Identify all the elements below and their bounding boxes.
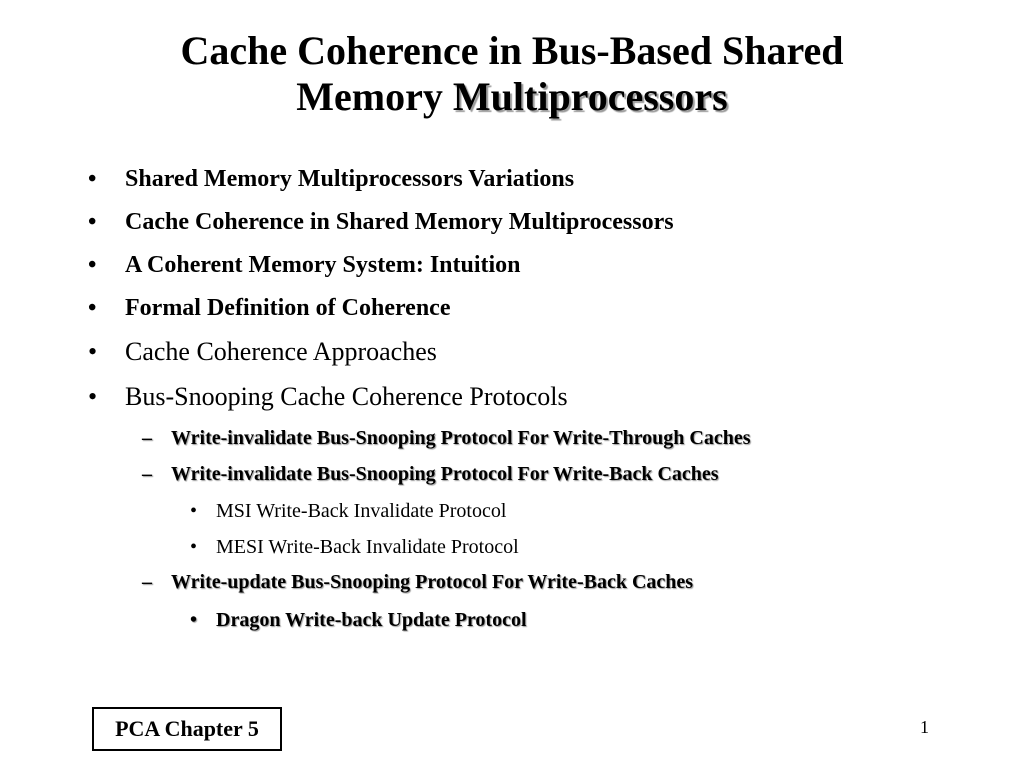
bullet-marker: • [190,609,198,631]
sub-bullet-text: Write-invalidate Bus-Snooping Protocol For Write-Through Caches [171,427,751,449]
bullet-marker: • [88,252,97,278]
title-line-1: Cache Coherence in Bus-Based Shared [180,28,844,73]
bullet-text: Cache Coherence in Shared Memory Multiprocessors [125,209,674,235]
bullet-text: Cache Coherence Approaches [125,337,437,366]
slide-title [0,28,1024,120]
dash-marker: – [142,463,152,485]
title-line-2-prefix: Memory [296,74,453,119]
footer-chapter-box: PCA Chapter 5 [92,707,282,751]
sub-sub-bullet-text: MESI Write-Back Invalidate Protocol [216,536,519,558]
bullet-marker: • [190,536,198,558]
sub-sub-bullet-text: MSI Write-Back Invalidate Protocol [216,500,507,522]
bullet-text: Shared Memory Multiprocessors Variations [125,166,575,192]
page-number: 1 [920,717,929,737]
bullet-marker: • [88,337,98,366]
bullet-marker: • [190,500,198,522]
bullet-marker: • [88,295,97,321]
bullet-text: A Coherent Memory System: Intuition [125,252,521,278]
title-line-2 [0,74,1024,120]
bullet-marker: • [88,382,98,411]
title-emphasis: Multiprocessors [452,74,728,119]
bullet-text: Bus-Snooping Cache Coherence Protocols [125,382,568,411]
bullet-marker: • [88,209,97,235]
sub-bullet-text: Write-update Bus-Snooping Protocol For Write-Back Caches [171,571,694,593]
bullet-text: Formal Definition of Coherence [125,295,451,321]
sub-sub-bullet-text: Dragon Write-back Update Protocol [216,609,527,631]
bullet-marker: • [88,166,97,192]
dash-marker: – [142,427,152,449]
dash-marker: – [142,571,152,593]
sub-bullet-text: Write-invalidate Bus-Snooping Protocol For Write-Back Caches [171,463,719,485]
